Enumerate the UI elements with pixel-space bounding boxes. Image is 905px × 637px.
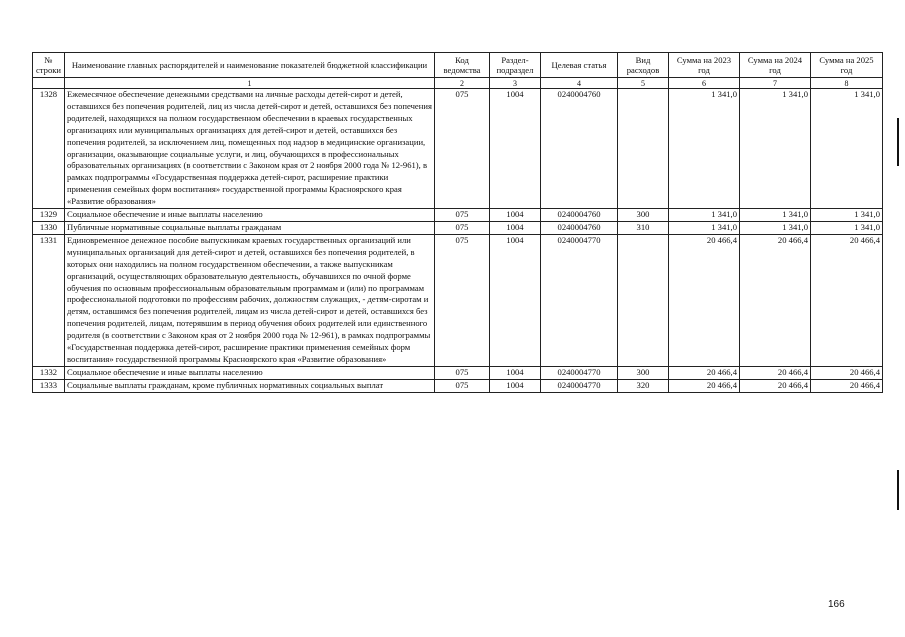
- row-number: 1330: [33, 221, 65, 234]
- sum-2024: 20 466,4: [740, 379, 811, 392]
- target-code: 0240004760: [541, 221, 618, 234]
- column-number-row: [33, 78, 883, 89]
- dept-code: 075: [435, 89, 490, 209]
- col-header-section: Раздел-подраздел: [490, 53, 541, 78]
- budget-table: [32, 52, 883, 393]
- dept-code: 075: [435, 379, 490, 392]
- col-header-target: Целевая статья: [541, 53, 618, 78]
- col-header-dept-code: Код ведомства: [435, 53, 490, 78]
- sum-2024: 1 341,0: [740, 89, 811, 209]
- target-code: 0240004760: [541, 89, 618, 209]
- sum-2023: 1 341,0: [669, 209, 740, 222]
- expense-type: 310: [618, 221, 669, 234]
- row-name: Публичные нормативные социальные выплаты гражданам: [65, 221, 435, 234]
- section-code: 1004: [490, 209, 541, 222]
- target-code: 0240004770: [541, 234, 618, 366]
- section-code: 1004: [490, 379, 541, 392]
- sum-2023: 1 341,0: [669, 221, 740, 234]
- expense-type: 300: [618, 366, 669, 379]
- sum-2025: 20 466,4: [811, 234, 883, 366]
- table-row: [33, 379, 883, 392]
- section-code: 1004: [490, 366, 541, 379]
- table-row: [33, 209, 883, 222]
- sum-2023: 20 466,4: [669, 234, 740, 366]
- section-code: 1004: [490, 89, 541, 209]
- row-name: Социальные выплаты гражданам, кроме публичных нормативных социальных выплат: [65, 379, 435, 392]
- sum-2025: 1 341,0: [811, 89, 883, 209]
- col-header-exp-type: Вид расходов: [618, 53, 669, 78]
- col-header-sum-2025: Сумма на 2025 год: [811, 53, 883, 78]
- col-number: [33, 78, 65, 89]
- dept-code: 075: [435, 234, 490, 366]
- col-number: 3: [490, 78, 541, 89]
- dept-code: 075: [435, 209, 490, 222]
- col-header-row-no: № строки: [33, 53, 65, 78]
- row-number: 1329: [33, 209, 65, 222]
- sum-2025: 20 466,4: [811, 379, 883, 392]
- row-number: 1333: [33, 379, 65, 392]
- table-row: [33, 234, 883, 366]
- col-number: 6: [669, 78, 740, 89]
- sum-2025: 1 341,0: [811, 209, 883, 222]
- col-header-sum-2024: Сумма на 2024 год: [740, 53, 811, 78]
- table-row: [33, 366, 883, 379]
- target-code: 0240004770: [541, 379, 618, 392]
- sum-2024: 1 341,0: [740, 209, 811, 222]
- section-code: 1004: [490, 221, 541, 234]
- sum-2023: 20 466,4: [669, 379, 740, 392]
- row-number: 1332: [33, 366, 65, 379]
- row-name: Ежемесячное обеспечение денежными средствами на личные расходы детей-сирот и детей, оставшихся без попечения родителей, лиц из числа детей-сирот и детей, оставшихся без попечения родителей, находящихся на полном государственном обеспечении в краевых государственных организациях или муниципальных организациях для детей-сирот и детей, оставшихся без попечения родителей, за исключением лиц, помещенных под надзор в медицинские организации, организации, оказывающие социальные услуги, и лиц, обучающихся в профессиональных образовательных организациях (в соответствии с Законом края от 2 ноября 2000 года № 12-961), в рамках подпрограммы «Государственная поддержка детей-сирот, расширение практики применения семейных форм воспитания» государственной программы Красноярского края «Развитие образования»: [65, 89, 435, 209]
- target-code: 0240004770: [541, 366, 618, 379]
- table-row: [33, 89, 883, 209]
- header-row: [33, 53, 883, 78]
- page-number: 166: [828, 599, 845, 610]
- dept-code: 075: [435, 221, 490, 234]
- scan-edge-mark: [897, 470, 899, 510]
- sum-2023: 20 466,4: [669, 366, 740, 379]
- sum-2023: 1 341,0: [669, 89, 740, 209]
- expense-type: 320: [618, 379, 669, 392]
- sum-2024: 20 466,4: [740, 234, 811, 366]
- sum-2025: 1 341,0: [811, 221, 883, 234]
- col-number: 7: [740, 78, 811, 89]
- col-number: 5: [618, 78, 669, 89]
- sum-2024: 1 341,0: [740, 221, 811, 234]
- dept-code: 075: [435, 366, 490, 379]
- col-header-sum-2023: Сумма на 2023 год: [669, 53, 740, 78]
- target-code: 0240004760: [541, 209, 618, 222]
- row-number: 1328: [33, 89, 65, 209]
- expense-type: [618, 89, 669, 209]
- col-number: 1: [65, 78, 435, 89]
- sum-2025: 20 466,4: [811, 366, 883, 379]
- row-name: Социальное обеспечение и иные выплаты населению: [65, 366, 435, 379]
- expense-type: [618, 234, 669, 366]
- scan-edge-mark: [897, 118, 899, 166]
- sum-2024: 20 466,4: [740, 366, 811, 379]
- col-number: 8: [811, 78, 883, 89]
- section-code: 1004: [490, 234, 541, 366]
- col-header-name: Наименование главных распорядителей и наименование показателей бюджетной классификации: [65, 53, 435, 78]
- row-number: 1331: [33, 234, 65, 366]
- expense-type: 300: [618, 209, 669, 222]
- row-name: Социальное обеспечение и иные выплаты населению: [65, 209, 435, 222]
- row-name: Единовременное денежное пособие выпускникам краевых государственных организаций или муниципальных организаций для детей-сирот и детей, оставшихся без попечения родителей, в которых они находились на полном государственном обеспечении, а также выпускникам организаций, осуществляющих образовательную деятельность, обучавшихся по очной форме обучения по основным профессиональным образовательным программам и (или) по программам профессиональной подготовки по профессиям рабочих, должностям служащих, - детям-сиротам и детям, оставшимся без попечения родителей, лицам из числа детей-сирот и детей, оставшихся без попечения родителей, лицам, потерявшим в период обучения обоих родителей или единственного родителя (в соответствии с Законом края от 2 ноября 2000 года № 12-961), в рамках подпрограммы «Государственная поддержка детей-сирот, расширение практики применения семейных форм воспитания» государственной программы Красноярского края «Развитие образования»: [65, 234, 435, 366]
- table-row: [33, 221, 883, 234]
- col-number: 4: [541, 78, 618, 89]
- col-number: 2: [435, 78, 490, 89]
